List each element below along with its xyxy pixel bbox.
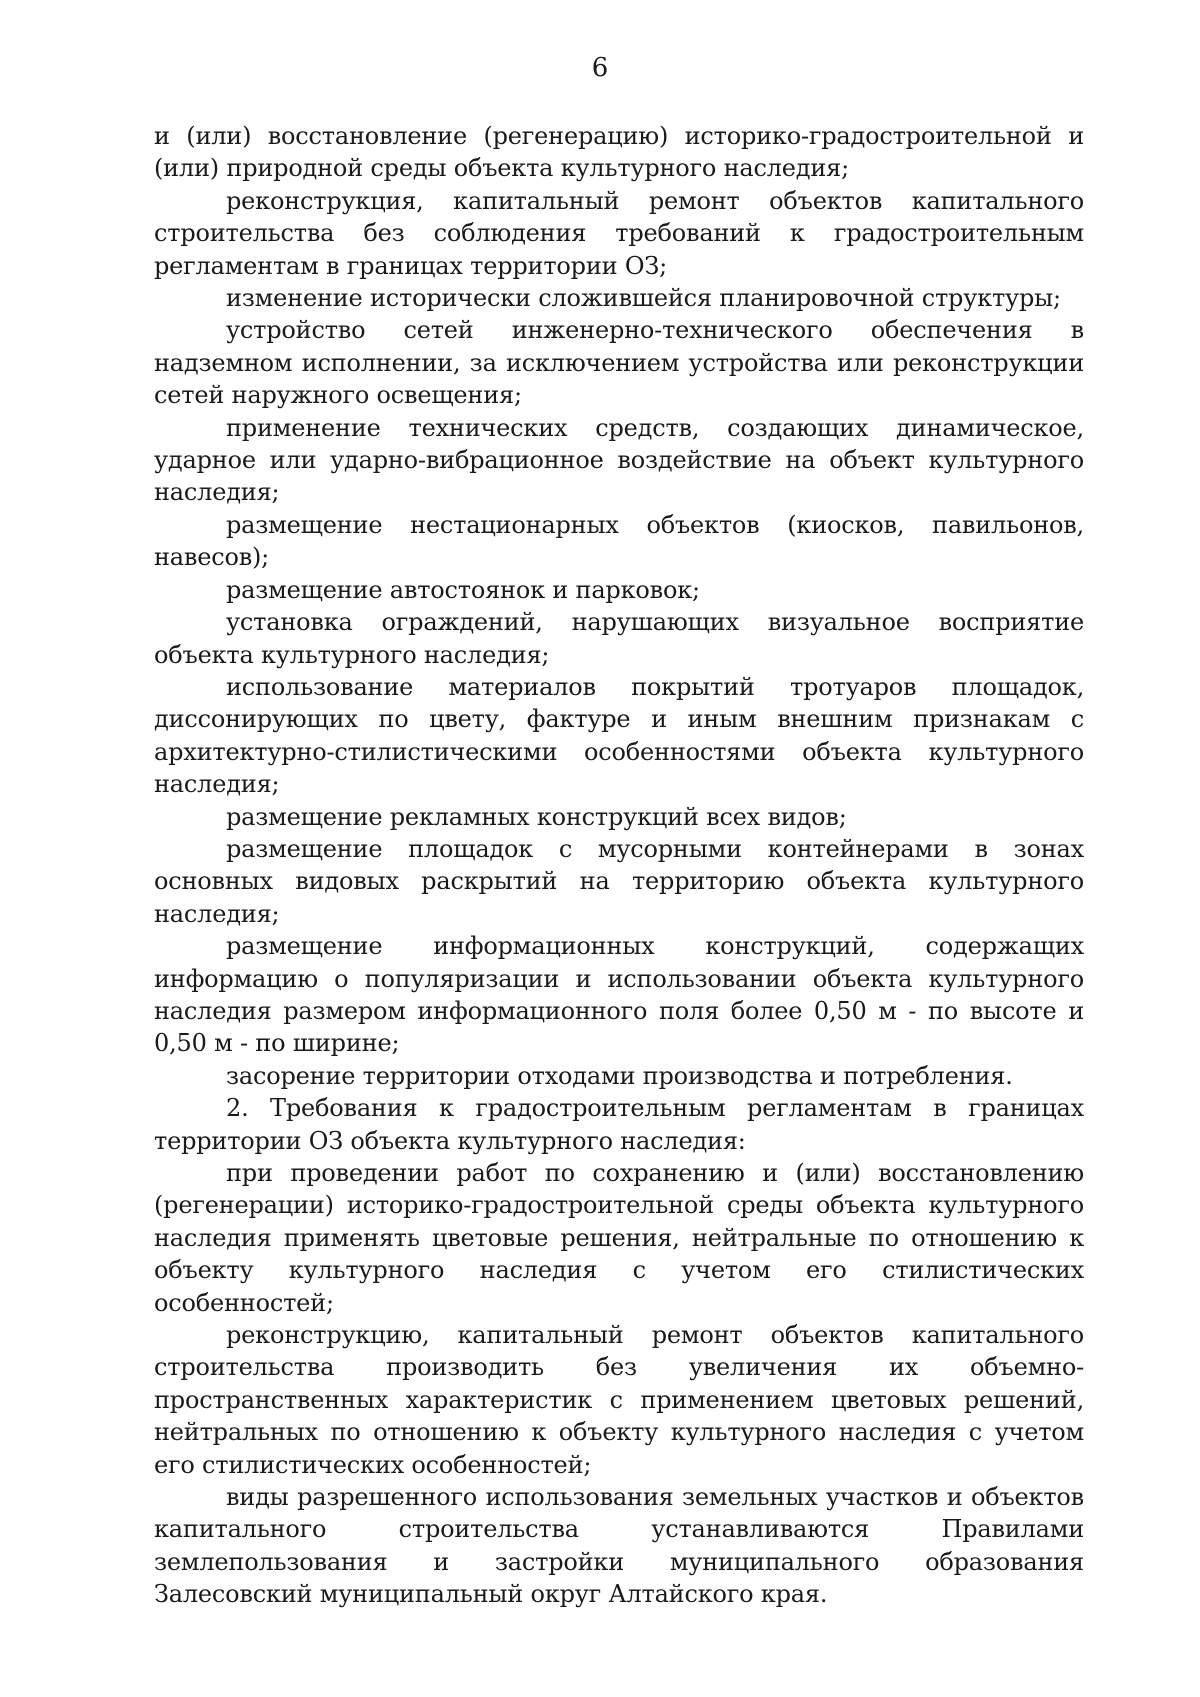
paragraph: реконструкцию, капитальный ремонт объектов капитального строительства производить без увеличения их объемно-пространственных характеристик с применением цветовых решений, нейтральных по отношению к объекту культурного наследия с учетом его стилистических особенностей; [154,1321,1084,1479]
paragraph: устройство сетей инженерно-технического обеспечения в надземном исполнении, за исключением устройства или реконструкции сетей наружного освещения; [154,316,1084,410]
paragraph: использование материалов покрытий тротуаров площадок, диссонирующих по цвету, фактуре и иным внешним признакам с архитектурно-стилистическими особенностями объекта культурного наследия; [154,672,1084,799]
section-heading-paragraph: 2. Требования к градостроительным регламентам в границах территории ОЗ объекта культурного наследия: [154,1094,1084,1155]
paragraph: виды разрешенного использования земельных участков и объектов капитального строительства устанавливаются Правилами землепользования и застройки муниципального образования Залесовский муниципальный округ Алтайского края. [154,1483,1084,1609]
paragraph: при проведении работ по сохранению и (или) восстановлению (регенерации) историко-градостроительной среды объекта культурного наследия применять цветовые решения, нейтральные по отношению к объекту культурного наследия с учетом его стилистических особенностей; [154,1159,1084,1317]
page-number: 6 [591,53,609,83]
paragraph: и (или) восстановление (регенерацию) историко-градостроительной и (или) природной среды объекта культурного наследия; [154,122,1084,183]
paragraph: размещение рекламных конструкций всех видов; [226,802,847,831]
paragraph: установка ограждений, нарушающих визуальное восприятие объекта культурного наследия; [154,608,1084,669]
paragraph: применение технических средств, создающих динамическое, ударное или ударно-вибрационное воздействие на объект культурного наследия; [154,413,1084,507]
paragraph: изменение исторически сложившейся планировочной структуры; [226,284,1061,313]
paragraph: размещение информационных конструкций, содержащих информацию о популяризации и использовании объекта культурного наследия размером информационного поля более 0,50 м - по высоте и 0,50 м - по ширине; [154,932,1084,1058]
document-body [154,120,1084,1611]
paragraph: размещение площадок с мусорными контейнерами в зонах основных видовых раскрытий на территорию объекта культурного наследия; [154,834,1084,928]
paragraph: засорение территории отходами производства и потребления. [226,1061,1013,1090]
paragraph: реконструкция, капитальный ремонт объектов капитального строительства без соблюдения требований к градостроительным регламентам в границах территории ОЗ; [154,186,1084,280]
paragraph: размещение нестационарных объектов (киосков, павильонов, навесов); [154,510,1084,572]
paragraph: размещение автостоянок и парковок; [226,575,700,604]
